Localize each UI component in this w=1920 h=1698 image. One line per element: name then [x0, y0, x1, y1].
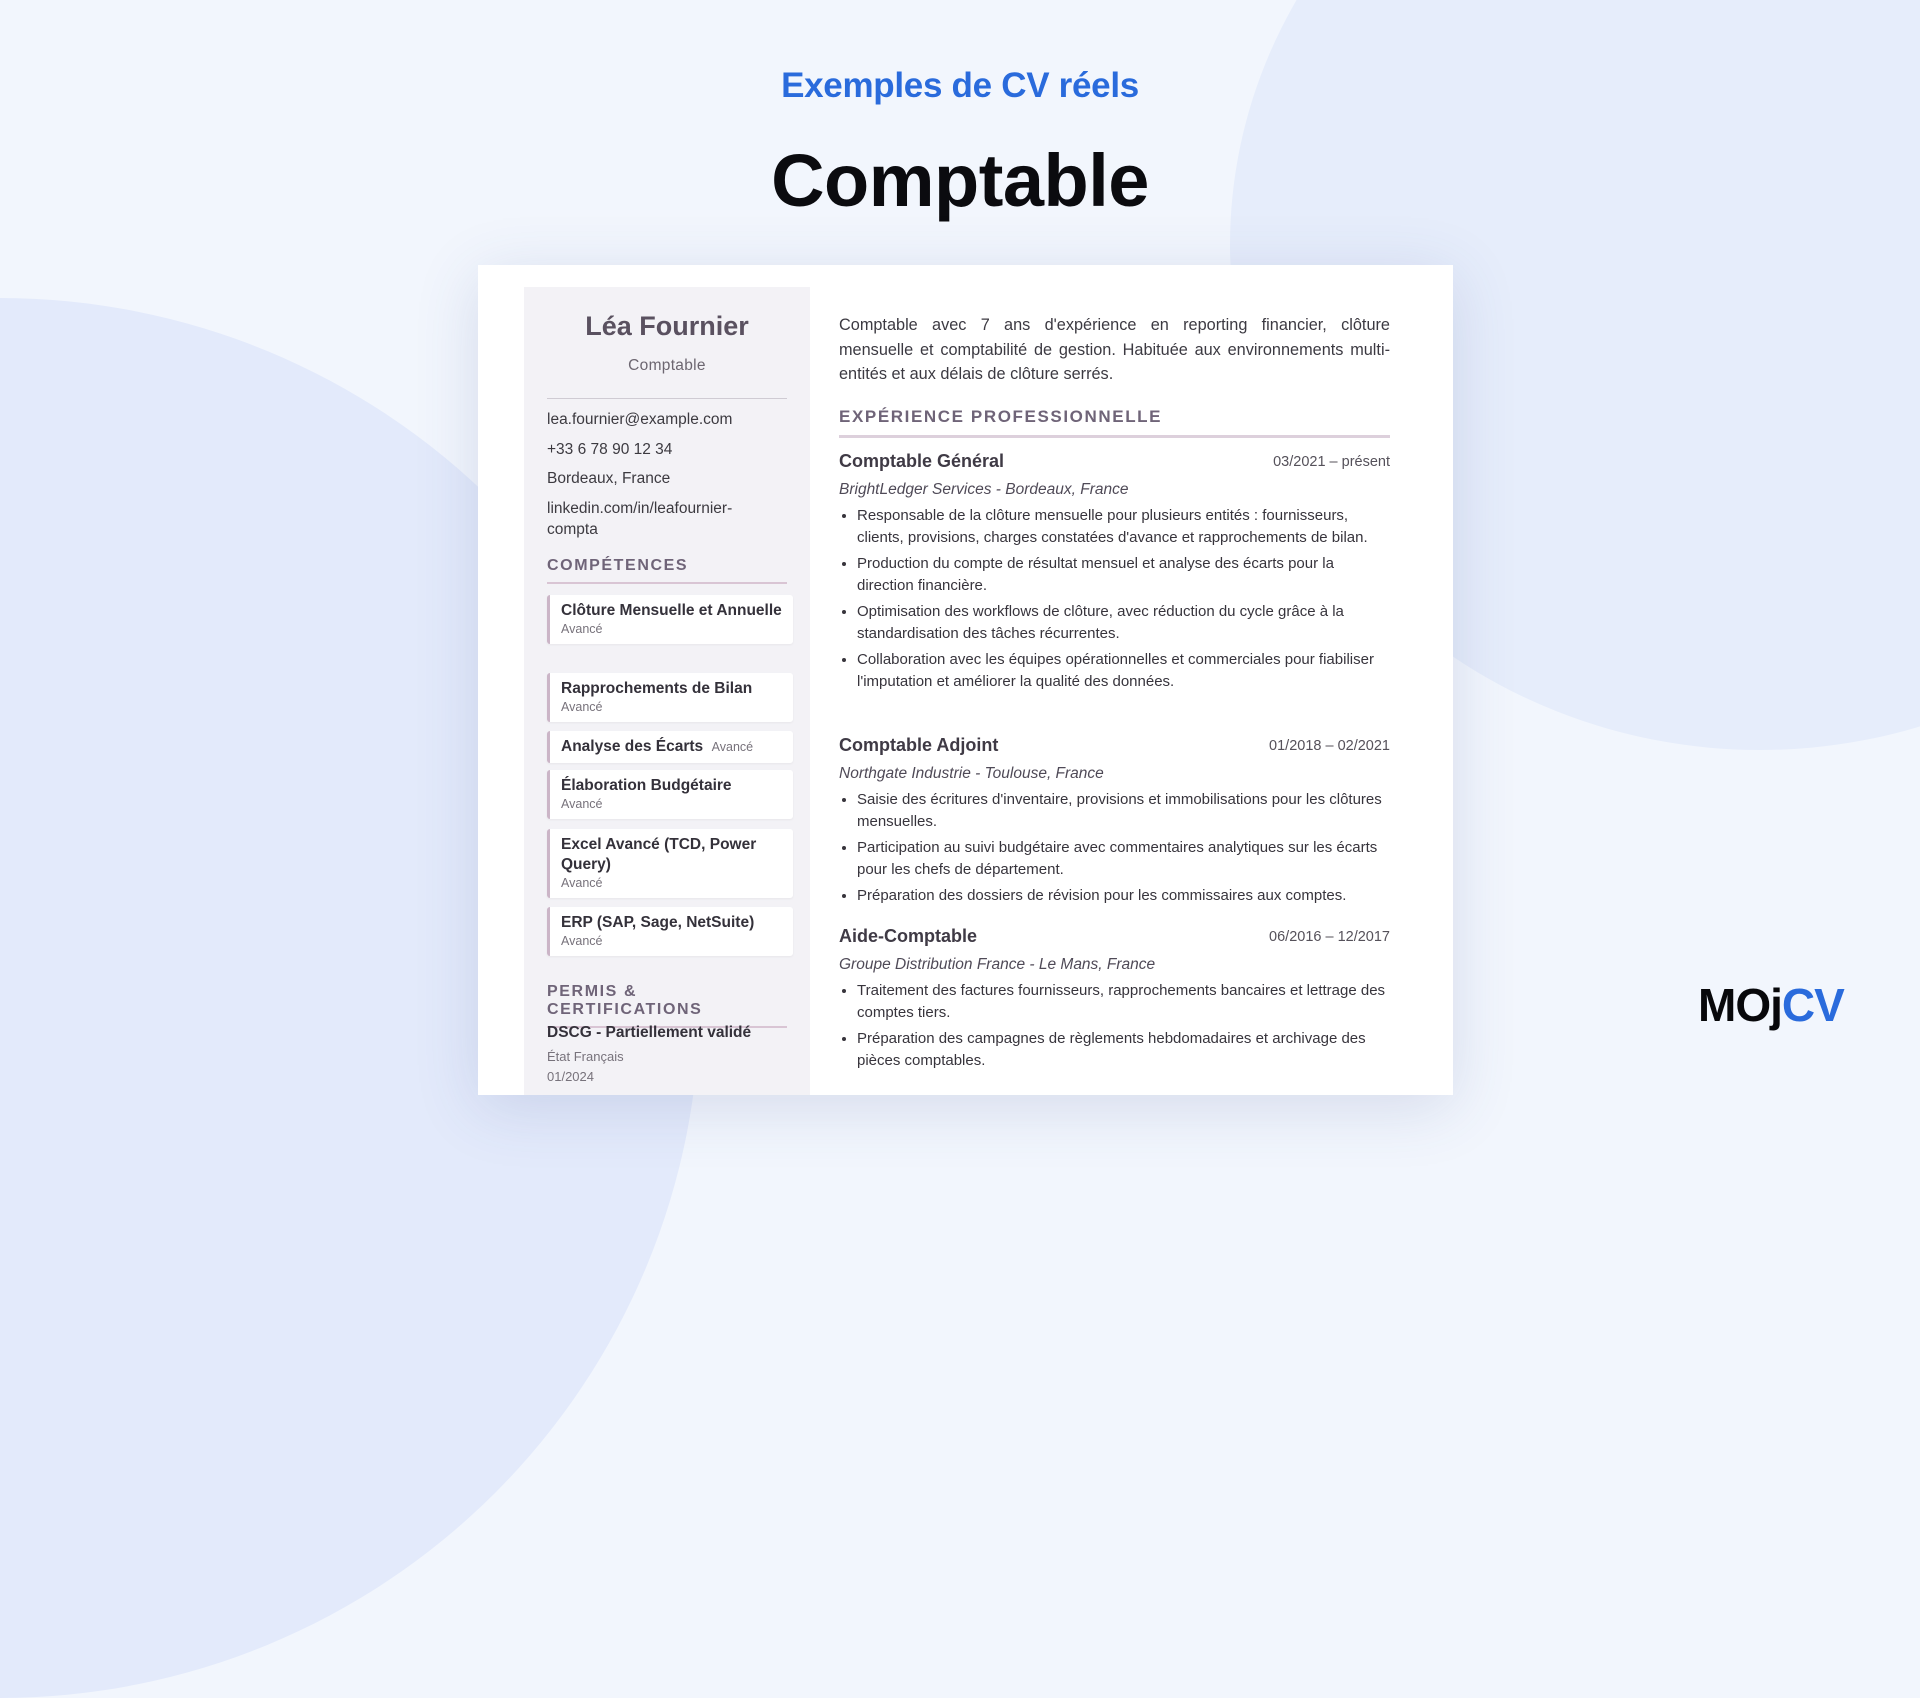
candidate-role: Comptable: [628, 357, 706, 374]
candidate-name: Léa Fournier: [585, 311, 749, 341]
job-company: Northgate Industrie - Toulouse, France: [839, 765, 1104, 782]
skill-item: [547, 829, 793, 898]
skill-level: Avancé: [561, 876, 603, 890]
skill-name: Clôture Mensuelle et Annuelle: [561, 602, 782, 619]
job-dates: 06/2016 – 12/2017: [1269, 929, 1390, 945]
skill-level: Avancé: [561, 934, 603, 948]
job-entry: [839, 735, 1390, 911]
job-bullet: • Responsable de la clôture mensuelle pour plusieurs entités : fournisseurs, clients, provisions, charges constatées d'avance et rapprochements de bilan.: [857, 505, 1390, 549]
job-bullets: [839, 980, 1390, 1072]
logo-text-dark: MOj: [1698, 979, 1782, 1031]
skill-name: Excel Avancé (TCD, Power Query): [561, 836, 757, 873]
skill-level: Avancé: [561, 622, 603, 636]
job-bullets: [839, 789, 1390, 907]
professional-summary: Comptable avec 7 ans d'expérience en reporting financier, clôture mensuelle et comptabilité de gestion. Habituée aux environnements multi-entités et aux délais de clôture serrés.: [839, 316, 1390, 383]
resume-sidebar: [524, 287, 810, 1095]
job-bullet: • Préparation des campagnes de règlements hebdomadaires et archivage des pièces comptables.: [857, 1028, 1390, 1072]
certifications-heading: PERMIS & CERTIFICATIONS: [547, 983, 787, 1028]
skill-name: Analyse des Écarts: [561, 738, 704, 755]
certification-date: 01/2024: [547, 1069, 594, 1084]
job-entry: [839, 926, 1390, 1076]
experience-heading: EXPÉRIENCE PROFESSIONNELLE: [839, 407, 1390, 438]
job-bullet: • Optimisation des workflows de clôture, avec réduction du cycle grâce à la standardisation des tâches récurrentes.: [857, 601, 1390, 645]
job-company: BrightLedger Services - Bordeaux, France: [839, 481, 1129, 498]
job-bullet: • Traitement des factures fournisseurs, rapprochements bancaires et lettrage des comptes tiers.: [857, 980, 1390, 1024]
contact-email: lea.fournier@example.com: [547, 411, 733, 428]
skills-heading: COMPÉTENCES: [547, 557, 787, 584]
job-bullet: • Saisie des écritures d'inventaire, provisions et immobilisations pour les clôtures mensuelles.: [857, 789, 1390, 833]
job-bullet: • Participation au suivi budgétaire avec commentaires analytiques sur les écarts pour les chefs de département.: [857, 837, 1390, 881]
job-title: Comptable Général: [839, 451, 1005, 471]
job-entry: [839, 451, 1390, 697]
job-title: Comptable Adjoint: [839, 735, 999, 755]
certification-issuer: État Français: [547, 1049, 624, 1064]
contact-linkedin: linkedin.com/in/leafournier-compta: [547, 500, 733, 538]
skill-item: [547, 595, 793, 644]
skill-item: [547, 907, 793, 956]
skill-level: Avancé: [561, 797, 603, 811]
mojcv-logo: [1698, 978, 1844, 1032]
job-title: Aide-Comptable: [839, 926, 978, 946]
job-bullet: • Préparation des dossiers de révision pour les commissaires aux comptes.: [857, 885, 1390, 907]
resume-preview: [478, 265, 1453, 1095]
job-dates: 01/2018 – 02/2021: [1269, 738, 1390, 754]
skill-name: ERP (SAP, Sage, NetSuite): [561, 914, 755, 931]
job-bullets: [839, 505, 1390, 693]
job-dates: 03/2021 – présent: [1273, 454, 1390, 470]
job-bullet: • Production du compte de résultat mensuel et analyse des écarts pour la direction financière.: [857, 553, 1390, 597]
job-bullet: • Collaboration avec les équipes opérationnelles et commerciales pour fiabiliser l'imputation et améliorer la qualité des données.: [857, 649, 1390, 693]
sidebar-divider: [547, 398, 787, 399]
job-company: Groupe Distribution France - Le Mans, France: [839, 956, 1156, 973]
skill-item: [547, 770, 793, 819]
logo-text-accent: CV: [1781, 979, 1844, 1031]
certification-title: DSCG - Partiellement validé: [547, 1024, 752, 1041]
skill-level: Avancé: [561, 700, 603, 714]
skill-level: Avancé: [711, 740, 754, 754]
contact-location: Bordeaux, France: [547, 470, 671, 487]
page-title: Comptable: [771, 139, 1149, 222]
skill-item: [547, 673, 793, 722]
skill-name: Rapprochements de Bilan: [561, 680, 753, 697]
skill-name: Élaboration Budgétaire: [561, 777, 732, 794]
contact-phone: +33 6 78 90 12 34: [547, 441, 673, 458]
page-kicker: Exemples de CV réels: [781, 66, 1139, 105]
skill-item: [547, 731, 793, 763]
